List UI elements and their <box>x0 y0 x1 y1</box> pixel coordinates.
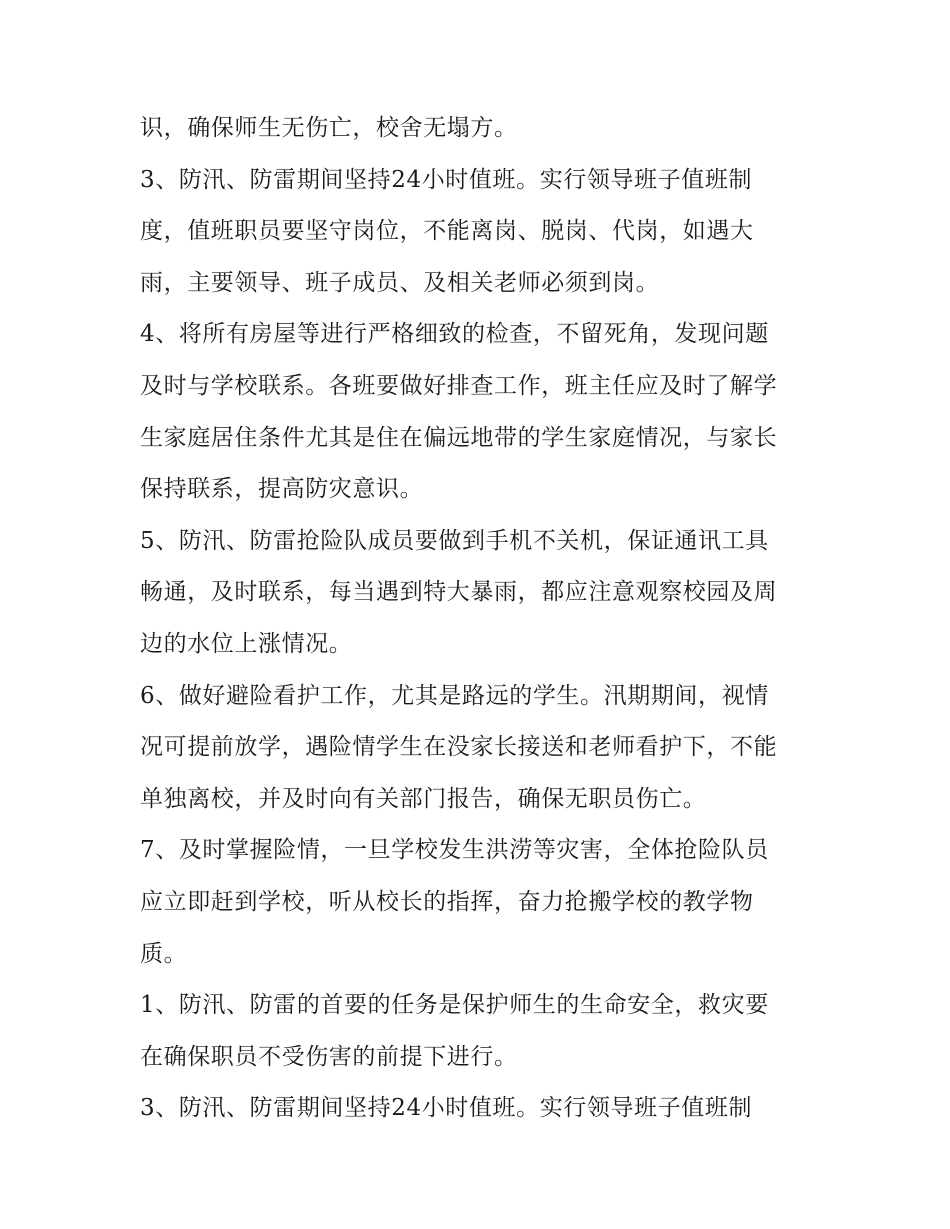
text-line: 5、防汛、防雷抢险队成员要做到手机不关机，保证通讯工具 <box>140 527 769 554</box>
text-line: 3、防汛、防雷期间坚持24小时值班。实行领导班子值班制 <box>140 1095 753 1122</box>
text-line: 单独离校，并及时向有关部门报告，确保无职员伤亡。 <box>140 785 707 812</box>
text-line: 应立即赶到学校，听从校长的指挥，奋力抢搬学校的教学物 <box>140 888 754 915</box>
text-line: 度，值班职员要坚守岗位，不能离岗、脱岗、代岗，如遇大 <box>140 218 754 245</box>
text-line: 6、做好避险看护工作，尤其是路远的学生。汛期期间，视情 <box>140 682 769 709</box>
document-body <box>140 103 830 1135</box>
text-line: 3、防汛、防雷期间坚持24小时值班。实行领导班子值班制 <box>140 166 753 193</box>
text-line: 7、及时掌握险情，一旦学校发生洪涝等灾害，全体抢险队员 <box>140 837 769 864</box>
text-line: 1、防汛、防雷的首要的任务是保护师生的生命安全，救灾要 <box>140 992 769 1019</box>
text-line: 识，确保师生无伤亡，校舍无塌方。 <box>140 115 518 141</box>
text-line: 及时与学校联系。各班要做好排查工作，班主任应及时了解学 <box>140 372 778 399</box>
text-line: 雨，主要领导、班子成员、及相关老师必须到岗。 <box>140 269 660 296</box>
text-line: 保持联系，提高防灾意识。 <box>140 476 424 503</box>
text-line: 况可提前放学，遇险情学生在没家长接送和老师看护下，不能 <box>140 734 778 761</box>
text-line: 边的水位上涨情况。 <box>140 630 353 657</box>
text-line: 在确保职员不受伤害的前提下进行。 <box>140 1043 518 1070</box>
text-line: 畅通，及时联系，每当遇到特大暴雨，都应注意观察校园及周 <box>140 579 778 606</box>
text-line: 4、将所有房屋等进行严格细致的检查，不留死角，发现问题 <box>140 321 769 348</box>
text-line: 质。 <box>140 940 188 967</box>
text-line: 生家庭居住条件尤其是住在偏远地带的学生家庭情况，与家长 <box>140 424 778 451</box>
